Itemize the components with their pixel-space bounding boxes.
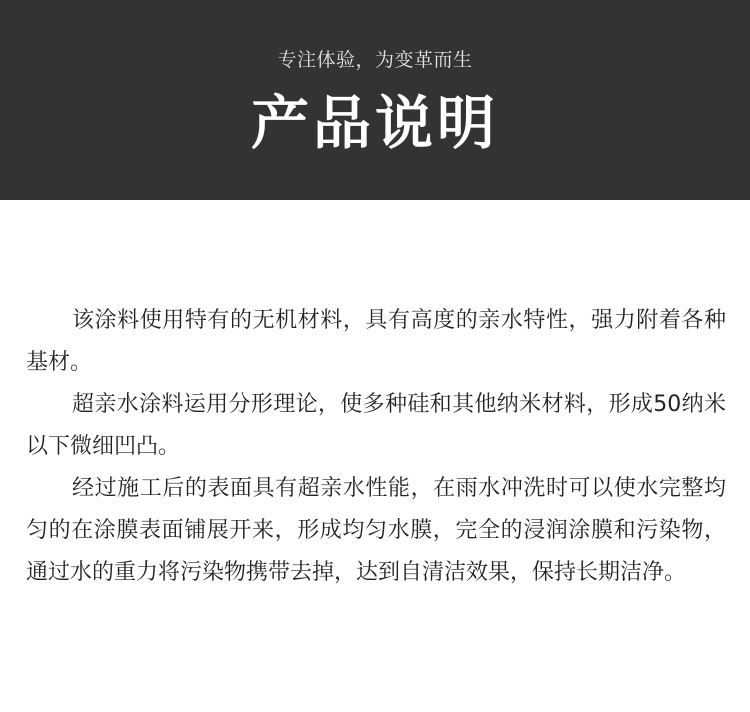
header-banner	[0, 0, 750, 200]
paragraph-self-cleaning: 经过施工后的表面具有超亲水性能，在雨水冲洗时可以使水完整均匀的在涂膜表面铺展开来，形成均匀水膜，完全的浸润涂膜和污染物，通过水的重力将污染物携带去掉，达到自清洁效果，保持长期洁净。	[26, 476, 726, 585]
description-body	[26, 300, 726, 594]
paragraph-fractal: 超亲水涂料运用分形理论，使多种硅和其他纳米材料，形成50纳米以下微细凹凸。	[26, 392, 726, 459]
paragraph-adhesion: 该涂料使用特有的无机材料，具有高度的亲水特性，强力附着各种基材。	[26, 308, 726, 375]
tagline: 专注体验，为变革而生	[277, 49, 473, 71]
page-title: 产品说明	[250, 89, 499, 157]
